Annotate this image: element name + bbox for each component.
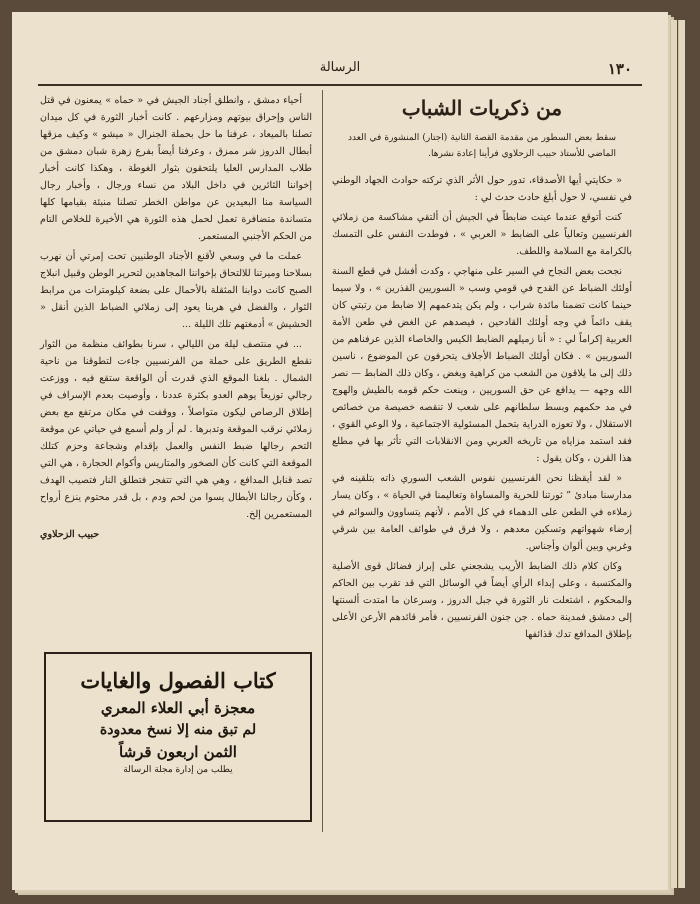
column-divider [322,90,323,832]
book-advertisement [44,652,312,822]
paragraph: كنت أتوقع عندما عينت ضابطاً في الجيش أن ألتقي مشاكسة من زملائي الفرنسيين وتعالياً على الضابط « العربي » ، فوطدت النفس على التمسك بالكرامة مع السلامة واللطف. [332,212,632,257]
page-edge [670,20,677,888]
magazine-name: الرسالة [319,60,361,75]
article-right-column [332,92,632,646]
page-number: ١٣٠ [607,60,632,78]
paragraph: أحياء دمشق ، وانطلق أجناد الجيش في « حماه » يمعنون في قتل الناس وإحراق بيوتهم ومزارعهم . كانت أخبار الثورة في كل ميدان تصلنا بالميعاد ، عرفنا ما حل بحملة الجنرال « ميشو » وكيف مزقها أبطال الدروز شر ممزق ، وعرفنا أيضاً بفرع زهرة شبان دمشق من طلاب المدارس العليا يلتحقون بثوار الغوطة ، وهكذا كانت أخبار إخواننا الثائرين في داخل البلاد من نساء ورجال ، وأخبار رجال السياسة منا البعيدين عن مواطن الخطر تصلنا منبئة بقيامها كلها متساندة متضافرة تعمل لحمل هذه الثورة هي الأخيرة للخلاص التام من الحكم الأجنبي المستعمر. [40,95,312,242]
paragraph: « لقد أيقظنا نحن الفرنسيين نفوس الشعب السوري ذاته بتلقينه في مدارسنا مبادئ ” ثورتنا للحرية والمساواة وتعاليمنا في الحياة » ، وكان يسار زملاءه في الطعن على الدهماء في كل الأمم ، لأنهم يتساوون والسوائم في إرضاء شهواتهم وتسكين معدهم ، ولا فرق في طوائف العامة بين شرقي وغربي وبين ألوان وأجناس. [332,473,632,552]
article-title: من ذكريات الشباب [401,96,563,120]
paragraph: وكان كلام ذلك الضابط الأريب يشجعني على إبراز فضائل قوى الأصلية والمكتسبة ، وعلى إبداء الرأي أيضاً في الوسائل التي قد تقرب بين الحاكم والمحكوم ، اشتعلت نار الثورة في جبل الدروز ، وسرعان ما امتدت ألسنتها إلى دمشق فمدينة حماه . جن جنون الفرنسيين ، فأمر قائدهم الأرعن الأعلى بإطلاق المدافع تدك قذائفها [332,561,632,640]
paragraph: نجحت بعض النجاح في السير على منهاجي ، وكدت أفشل في قطع السنة أولئك الضباط عن القدح في قومي وسب « السوريين القذرين » ، ولا سيما حينما كانت تضمنا مائدة شراب ، ولم يكن يتدعمهم إلا ضابط من رتبتي كان يقف دائماً في وجه أولئك القادحين ، فيصدهم عن الغض في طعن الأمة العربية إكراماً لي : « أنا زميلهم الضابط الكيس والخاصاء الذين عرفناهم من السوريين » . فكان أولئك الضباط الأجلاف يتحرفون عن الموضوع ، ناسين ذلك إلى ما يلاقون من الشعب من كراهية وبغض ، وكان ذلك الضابط — نصر الله وجهه — يدافع عن حق السوريين ، وينعت حكم قومه بالطيش والهوج في مد حكمهم وبسط سلطانهم على شعب لا تنقصه خصيصة من خصائص الاستقلال ، ولا تعوزه الدراية بتحمل المسئولية الاجتماعية ، ولا الوعي القوي ، فقد استمد مزاياه من تاريخه العربي ومن الانقلابات التي تأثر بها في مطلع هذا القرن ، وكان يقول : [332,266,632,464]
paragraph: « حكايتي أيها الأصدقاء، تدور حول الأثر الذي تركته حوادث الجهاد الوطني في نفسي، لا حول أبلغ حادث حدث لي : [332,175,632,203]
paragraph: ... في منتصف ليلة من الليالي ، سرنا بطوائف منظمة من الثوار نقطع الطريق على حملة من الفرنسيين جاءت لتطوقنا من ناحية الشمال . بلغنا الموقع الذي قدرت أن الواقعة ستقع فيه ، ووزعت رجالي توزيعاً يوهم العدو بكثرة عددنا ، وأوصيت بعدم الإسراف في إطلاق الرصاص ليكون متواصلاً ، ووقفت في مكان مرتفع مع بعض زملائي نرقب الموقعة وتدبرها . لم أر ولم أسمع في حياتي عن موقعة التحم رجالها ضبط النفس والعمل بإقدام وشجاعة وحزم كتلك الموقعة التي كانت كأن الصخور والمتاريس وأكوام الحجارة ، هي التي تصد قنابل المدافع ، وهي هي التي تتفجر فتطلق النار فتصيب الهدف ، وكأن رجالنا الأبطال يسوا من لحم ودم ، بل قدر محتوم ينزع أرواح المستعمرين إلخ. [40,339,312,520]
ad-price: الثمن اربعون قرشاً [119,743,237,761]
article-intro: سقط بعض السطور من مقدمة القصة الثانية (اجتار) المنشورة في العدد الماضي للأستاذ حبيب الزحلاوي فرأينا إعادة نشرها. [348,133,616,159]
page-edge [678,20,685,888]
author-signature: حبيب الزحلاوي [40,529,100,540]
ad-footer: يطلب من إدارة مجلة الرسالة [123,765,233,775]
page-header [38,60,642,86]
article-left-column [40,92,312,546]
ad-title: كتاب الفصول والغايات [80,668,276,693]
ad-copies: لم تبق منه إلا نسخ معدودة [99,722,257,738]
ad-subtitle: معجزة أبي العلاء المعري [100,699,256,717]
paragraph: عملت ما في وسعي لأقنع الأجناد الوطنيين تحت إمرتي أن نهرب بسلاحنا وميرتنا للالتحاق بإخواننا المجاهدين لتحرير الوطن وقبيل انبلاج الصبح كانت دوابنا المثقلة بالأحمال على بضعة كيلومترات من مرابط الثوار ، والفضل في هربنا يعود إلى زملائي الضباط الذين أنقل « الحشيش » أدمغتهم تلك الليلة ... [40,251,312,330]
